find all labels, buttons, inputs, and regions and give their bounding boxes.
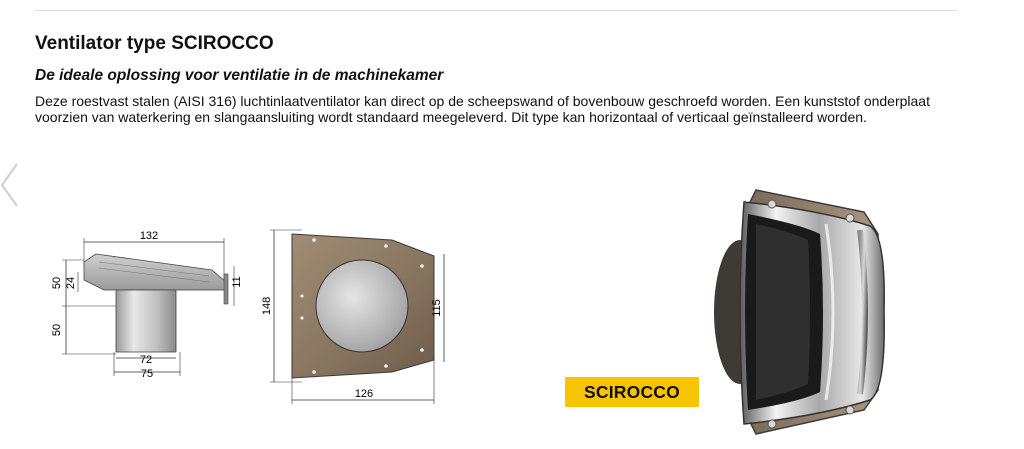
dim-bottom-outer: 75 <box>140 368 154 380</box>
chevron-left-icon <box>0 162 22 208</box>
product-title: Ventilator type SCIROCCO <box>35 33 274 54</box>
product-badge: SCIROCCO <box>565 377 699 407</box>
dim-left-inner: 24 <box>65 276 77 290</box>
dim-right-small: 11 <box>231 276 243 288</box>
product-subtitle: De ideale oplossing voor ventilatie in de machinekamer <box>35 67 444 84</box>
product-photo <box>700 184 900 449</box>
dim-width-bottom: 126 <box>354 388 374 400</box>
dim-height-left: 148 <box>262 296 273 316</box>
side-view-drawing <box>44 226 244 387</box>
dim-height-right: 115 <box>431 299 443 317</box>
dim-left-upper: 50 <box>51 276 63 290</box>
front-view-drawing <box>262 226 452 411</box>
top-divider <box>35 10 957 11</box>
dim-left-lower: 50 <box>51 323 63 337</box>
product-description: Deze roestvast stalen (AISI 316) luchtinlaatventilator kan direct op de scheepswand of bovenbouw geschroefd worden. Een kunststof onderplaat voorzien van waterkering en slangaansluiting wordt standaard meegeleverd. Dit type kan horizontaal of verticaal geïnstalleerd worden. <box>35 93 930 125</box>
dim-top-width: 132 <box>139 230 159 242</box>
gallery-prev-button[interactable] <box>0 162 22 208</box>
dim-bottom-inner: 72 <box>139 354 153 366</box>
